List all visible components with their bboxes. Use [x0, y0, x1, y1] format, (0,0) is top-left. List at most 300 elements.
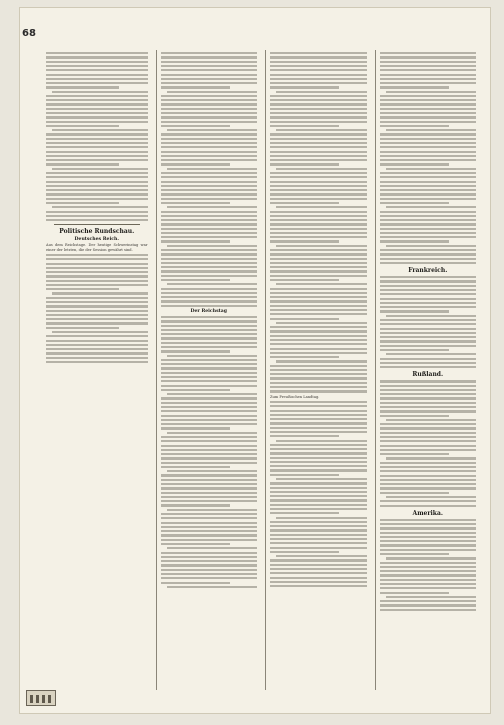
- text-line: [270, 296, 367, 298]
- text-line: [380, 445, 477, 447]
- text-line: [161, 449, 258, 451]
- text-line: [270, 330, 367, 332]
- text-line: [161, 155, 258, 157]
- text-line: [380, 155, 477, 157]
- text-line: [161, 146, 258, 148]
- text-line: [270, 577, 367, 579]
- text-line: [380, 95, 477, 97]
- text-line: [46, 95, 148, 97]
- text-line: [46, 258, 148, 260]
- text-columns: [46, 50, 476, 690]
- text-line: [380, 453, 449, 455]
- text-line: [161, 240, 230, 242]
- text-line: [161, 445, 258, 447]
- text-line: [46, 314, 148, 316]
- text-line: [46, 189, 148, 191]
- text-line: [270, 448, 367, 450]
- text-line: [161, 253, 258, 255]
- text-line: [270, 461, 367, 463]
- text-lines: [270, 401, 367, 587]
- text-line: [270, 534, 367, 536]
- text-line: [161, 112, 258, 114]
- text-line: [380, 406, 477, 408]
- text-line: [380, 349, 449, 351]
- text-line: [386, 419, 477, 421]
- text-line: [161, 487, 258, 489]
- text-line: [161, 564, 258, 566]
- text-line: [380, 470, 477, 472]
- text-line: [46, 56, 148, 58]
- text-line: [270, 352, 367, 354]
- text-line: [161, 176, 258, 178]
- text-line: [52, 129, 148, 131]
- text-line: [161, 539, 258, 541]
- text-line: [161, 496, 258, 498]
- text-line: [161, 121, 258, 123]
- text-line: [270, 452, 367, 454]
- text-line: [161, 305, 258, 307]
- text-line: [380, 78, 477, 80]
- text-line: [380, 74, 477, 76]
- text-line: [380, 340, 477, 342]
- text-line: [161, 142, 258, 144]
- text-line: [380, 483, 477, 485]
- text-line: [270, 155, 367, 157]
- text-line: [270, 390, 367, 392]
- text-line: [380, 236, 477, 238]
- text-line: [161, 82, 258, 84]
- text-line: [161, 266, 258, 268]
- text-line: [161, 427, 230, 429]
- text-line: [161, 103, 258, 105]
- text-line: [270, 369, 367, 371]
- text-line: [161, 397, 258, 399]
- text-line: [167, 91, 258, 93]
- text-line: [270, 69, 367, 71]
- text-line: [270, 356, 339, 358]
- text-line: [161, 440, 258, 442]
- text-line: [167, 168, 258, 170]
- text-line: [380, 366, 477, 368]
- text-line: [380, 61, 477, 63]
- text-line: [161, 125, 230, 127]
- text-line: [380, 189, 477, 191]
- text-line: [270, 386, 367, 388]
- text-line: [167, 283, 258, 285]
- text-line: [276, 91, 367, 93]
- text-line: [46, 267, 148, 269]
- text-line: [161, 573, 258, 575]
- page-number: 68: [22, 28, 36, 39]
- text-line: [167, 432, 258, 434]
- text-line: [380, 65, 477, 67]
- text-line: [46, 254, 148, 256]
- text-line: [270, 482, 367, 484]
- text-line: [161, 483, 258, 485]
- text-line: [161, 376, 258, 378]
- text-line: [380, 142, 477, 144]
- text-line: [161, 262, 258, 264]
- text-line: [270, 125, 339, 127]
- text-line: [46, 65, 148, 67]
- text-line: [270, 542, 367, 544]
- text-line: [380, 436, 477, 438]
- text-line: [46, 288, 119, 290]
- text-line: [380, 52, 477, 54]
- text-line: [46, 318, 148, 320]
- text-line: [161, 333, 258, 335]
- text-line: [270, 487, 367, 489]
- text-line: [161, 223, 258, 225]
- text-line: [380, 449, 477, 451]
- text-line: [46, 108, 148, 110]
- text-line: [161, 189, 258, 191]
- text-line: [161, 202, 230, 204]
- text-line: [380, 332, 477, 334]
- text-line: [380, 432, 477, 434]
- text-line: [380, 146, 477, 148]
- text-line: [167, 586, 258, 588]
- text-line: [380, 306, 477, 308]
- text-line: [270, 219, 367, 221]
- text-line: [161, 372, 258, 374]
- text-line: [161, 56, 258, 58]
- text-line: [46, 352, 148, 354]
- text-line: [380, 583, 477, 585]
- text-line: [380, 193, 477, 195]
- text-line: [270, 275, 367, 277]
- column-3: [265, 50, 367, 690]
- text-line: [270, 529, 367, 531]
- text-line: [380, 289, 477, 291]
- text-line: [380, 328, 477, 330]
- text-line: [167, 245, 258, 247]
- text-line: [46, 69, 148, 71]
- text-line: [161, 108, 258, 110]
- text-line: [380, 574, 477, 576]
- text-line: [161, 329, 258, 331]
- text-line: [270, 86, 339, 88]
- text-line: [270, 382, 367, 384]
- text-line: [161, 211, 258, 213]
- text-line: [380, 262, 477, 264]
- text-line: [270, 142, 367, 144]
- section-subheading: Der Reichstag: [190, 308, 227, 314]
- text-line: [161, 279, 230, 281]
- text-line: [270, 373, 367, 375]
- text-line: [380, 185, 477, 187]
- text-line: [161, 219, 258, 221]
- text-line: [161, 172, 258, 174]
- text-line: [270, 61, 367, 63]
- text-line: [380, 415, 449, 417]
- text-line: [161, 556, 258, 558]
- text-line: [270, 266, 367, 268]
- text-line: [380, 116, 477, 118]
- text-lines: [380, 276, 477, 368]
- text-line: [380, 566, 477, 568]
- text-line: [380, 492, 449, 494]
- text-line: [380, 112, 477, 114]
- text-line: [161, 462, 258, 464]
- text-line: [380, 181, 477, 183]
- text-line: [46, 159, 148, 161]
- text-line: [270, 189, 367, 191]
- text-line: [46, 121, 148, 123]
- text-line: [46, 344, 148, 346]
- text-line: [161, 296, 258, 298]
- text-line: [380, 523, 477, 525]
- text-line: [276, 517, 367, 519]
- text-line: [161, 582, 230, 584]
- column-2: [156, 50, 258, 690]
- text-line: [52, 292, 148, 294]
- text-line: [270, 581, 367, 583]
- text-line: [161, 325, 258, 327]
- text-line: [380, 108, 477, 110]
- text-line: [276, 206, 367, 208]
- text-line: [380, 609, 477, 611]
- text-line: [270, 348, 367, 350]
- text-line: [270, 559, 367, 561]
- text-line: [270, 172, 367, 174]
- text-line: [270, 427, 367, 429]
- text-line: [46, 74, 148, 76]
- text-line: [161, 517, 258, 519]
- text-line: [46, 284, 148, 286]
- text-line: [46, 82, 148, 84]
- text-line: [270, 292, 367, 294]
- text-line: [270, 309, 367, 311]
- text-line: [46, 151, 148, 153]
- text-line: [270, 474, 339, 476]
- text-line: [270, 339, 367, 341]
- text-line: [380, 519, 477, 521]
- text-line: [276, 283, 367, 285]
- text-line: [161, 320, 258, 322]
- text-line: [270, 300, 367, 302]
- text-line: [161, 560, 258, 562]
- text-line: [380, 253, 477, 255]
- text-line: [380, 532, 477, 534]
- text-line: [380, 487, 477, 489]
- text-line: [380, 600, 477, 602]
- text-line: [270, 65, 367, 67]
- text-line: [46, 61, 148, 63]
- text-line: [46, 275, 148, 277]
- section-divider: [54, 224, 140, 225]
- text-line: [46, 52, 148, 54]
- text-line: [46, 310, 148, 312]
- text-line: [161, 337, 258, 339]
- text-line: [161, 228, 258, 230]
- text-line: [270, 112, 367, 114]
- text-line: [380, 397, 477, 399]
- text-line: [46, 103, 148, 105]
- text-line: [380, 125, 449, 127]
- text-lines: [46, 254, 148, 363]
- text-line: [46, 193, 148, 195]
- text-line: [270, 108, 367, 110]
- section-heading: Rußland.: [412, 371, 444, 379]
- text-line: [161, 99, 258, 101]
- text-line: [270, 288, 367, 290]
- text-line: [270, 499, 367, 501]
- text-line: [46, 271, 148, 273]
- text-line: [380, 69, 477, 71]
- text-line: [270, 401, 367, 403]
- text-line: [161, 410, 258, 412]
- text-line: [270, 198, 367, 200]
- text-line: [161, 151, 258, 153]
- text-line: [380, 121, 477, 123]
- text-line: [161, 65, 258, 67]
- text-line: [380, 393, 477, 395]
- text-line: [386, 315, 477, 317]
- text-line: [270, 365, 367, 367]
- text-line: [46, 340, 148, 342]
- text-line: [46, 112, 148, 114]
- text-line: [52, 331, 148, 333]
- text-line: [380, 527, 477, 529]
- text-line: [46, 133, 148, 135]
- text-line: [380, 540, 477, 542]
- text-line: [167, 355, 258, 357]
- newspaper-page: [20, 8, 490, 713]
- text-line: [386, 168, 477, 170]
- text-line: [161, 457, 258, 459]
- text-line: [46, 322, 148, 324]
- text-line: [380, 280, 477, 282]
- text-line: [276, 360, 367, 362]
- text-line: [380, 345, 477, 347]
- text-line: [380, 336, 477, 338]
- text-line: [167, 547, 258, 549]
- text-line: [380, 163, 449, 165]
- text-line: [161, 300, 258, 302]
- text-line: [380, 103, 477, 105]
- text-line: [161, 526, 258, 528]
- text-line: [46, 99, 148, 101]
- text-line: [380, 440, 477, 442]
- text-line: [380, 500, 477, 502]
- text-line: [380, 138, 477, 140]
- text-line: [161, 342, 258, 344]
- text-line: [380, 462, 477, 464]
- text-line: [161, 389, 230, 391]
- text-line: [161, 116, 258, 118]
- text-line: [380, 223, 477, 225]
- text-line: [270, 495, 367, 497]
- text-line: [161, 380, 258, 382]
- text-line: [380, 423, 477, 425]
- text-line: [386, 206, 477, 208]
- text-line: [161, 367, 258, 369]
- text-line: [46, 348, 148, 350]
- text-line: [161, 423, 258, 425]
- text-line: [270, 305, 367, 307]
- text-line: [270, 422, 367, 424]
- section-heading: Frankreich.: [408, 267, 448, 275]
- text-line: [380, 385, 477, 387]
- text-line: [161, 522, 258, 524]
- text-line: [167, 470, 258, 472]
- text-line: [46, 138, 148, 140]
- text-line: [270, 95, 367, 97]
- text-line: [270, 56, 367, 58]
- text-line: [380, 389, 477, 391]
- text-line: [167, 129, 258, 131]
- text-line: [270, 377, 367, 379]
- text-line: [270, 52, 367, 54]
- text-line: [161, 466, 230, 468]
- text-line: [161, 181, 258, 183]
- text-line: [380, 151, 477, 153]
- text-line: [46, 327, 119, 329]
- text-line: [270, 335, 367, 337]
- text-line: [270, 551, 339, 553]
- text-line: [167, 509, 258, 511]
- text-line: [380, 56, 477, 58]
- text-line: [46, 357, 148, 359]
- text-line: [270, 431, 367, 433]
- text-line: [161, 316, 258, 318]
- text-line: [386, 457, 477, 459]
- text-line: [270, 82, 367, 84]
- text-line: [270, 116, 367, 118]
- text-line: [380, 549, 477, 551]
- text-line: [161, 436, 258, 438]
- text-line: [380, 232, 477, 234]
- text-line: [161, 359, 258, 361]
- text-line: [167, 393, 258, 395]
- text-line: [167, 206, 258, 208]
- text-line: [270, 279, 339, 281]
- text-line: [380, 587, 477, 589]
- text-line: [161, 500, 258, 502]
- text-line: [46, 116, 148, 118]
- text-line: [270, 508, 367, 510]
- text-line: [380, 319, 477, 321]
- text-line: [46, 142, 148, 144]
- text-line: [161, 415, 258, 417]
- text-line: [161, 402, 258, 404]
- text-line: [270, 521, 367, 523]
- text-line: [46, 86, 119, 88]
- text-line: [270, 232, 367, 234]
- text-line: [386, 129, 477, 131]
- text-line: [270, 253, 367, 255]
- text-line: [270, 585, 367, 587]
- text-line: [161, 133, 258, 135]
- text-line: [270, 236, 367, 238]
- text-line: [380, 211, 477, 213]
- text-line: [380, 302, 477, 304]
- text-lines: [161, 316, 258, 588]
- text-line: [161, 543, 230, 545]
- text-line: [161, 52, 258, 54]
- text-line: [52, 91, 148, 93]
- text-line: [270, 538, 367, 540]
- text-line: [161, 492, 258, 494]
- text-line: [270, 318, 339, 320]
- text-line: [270, 138, 367, 140]
- text-line: [161, 215, 258, 217]
- text-line: [380, 202, 449, 204]
- text-line: [270, 343, 367, 345]
- text-line: [270, 74, 367, 76]
- text-line: [161, 198, 258, 200]
